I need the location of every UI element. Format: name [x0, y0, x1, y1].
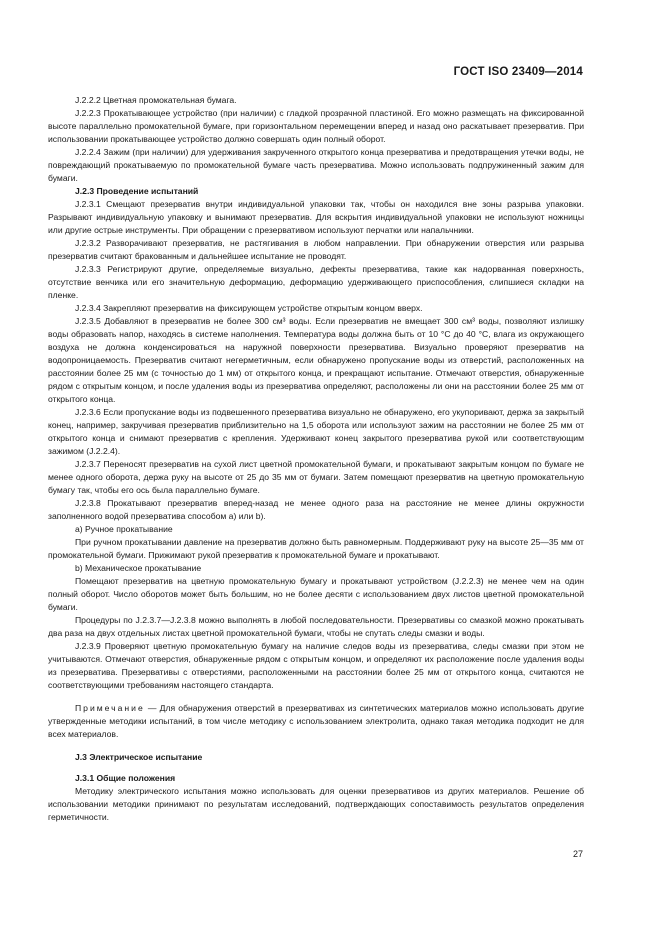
paragraph-j2-3-7: J.2.3.7 Переносят презерватив на сухой лист цветной промокательной бумаги, и прокатывают закрытым концом по бумаге не менее одного оборота, держа руку на высоте от 25 до 35 мм от бумаги. Затем помещают презерватив на цветную промокательную бумагу так, чтобы его ось была параллельно бумаге.: [48, 459, 584, 495]
heading-j3: J.3 Электрическое испытание: [75, 752, 203, 762]
paragraph-j3-1: Методику электрического испытания можно использовать для оценки презервативов из других материалов. Решение об использовании методики принимают по результатам исследований, подтверждающих сопоставимость результатов определения герметичности.: [48, 786, 584, 822]
paragraph-procedures: Процедуры по J.2.3.7—J.2.3.8 можно выполнять в любой последовательности. Презервативы со смазкой можно прокатывать два раза на двух отдельных листах цветной промокательной бумаги, чтобы не спутать следы смазки и воды.: [48, 615, 584, 638]
paragraph-manual-rolling: При ручном прокатывании давление на презерватив должно быть равномерным. Поддерживают руку на высоте 25—35 мм от промокательной бумаги. Прижимают рукой презерватив к промокательной бумаге и прокатывают.: [48, 537, 584, 560]
page-number: 27: [572, 849, 583, 859]
document-header: ГОСТ ISO 23409—2014: [453, 66, 583, 78]
paragraph-j2-2-2: J.2.2.2 Цветная промокательная бумага.: [75, 95, 237, 105]
heading-j2-3: J.2.3 Проведение испытаний: [75, 186, 199, 196]
paragraph-j2-3-4: J.2.3.4 Закрепляют презерватив на фиксирующем устройстве открытым концом вверх.: [75, 303, 423, 313]
list-item-mechanical-rolling: b) Механическое прокатывание: [75, 563, 202, 573]
heading-j3-1: J.3.1 Общие положения: [75, 773, 176, 783]
paragraph-j2-3-2: J.2.3.2 Разворачивают презерватив, не растягивания в любом направлении. При обнаружении отверстия или разрыва презерватив считают бракованным и дальнейшее испытание не проводят.: [48, 238, 584, 261]
paragraph-mechanical-rolling: Помещают презерватив на цветную промокательную бумагу и прокатывают устройством (J.2.2.3) не менее чем на один полный оборот. Число оборотов может быть большим, но не более десяти с использованием двух листов цветной промокательной бумаги.: [48, 576, 584, 612]
note-paragraph: [48, 702, 584, 741]
paragraph-j2-3-1: J.2.3.1 Смещают презерватив внутри индивидуальной упаковки так, чтобы он находился вне зоны разрыва упаковки. Разрывают индивидуальную упаковку и вынимают презерватив. Для вскрытия индивидуальной упаковки не используют ножницы или другие острые инструменты. При обращении с презервативом используют перчатки или напальчники.: [48, 199, 584, 235]
paragraph-j2-3-6: J.2.3.6 Если пропускание воды из подвешенного презерватива визуально не обнаружено, его укупоривают, держа за закрытый конец, например, закручивая презерватив приблизительно на 1,5 оборота или используют зажим на расстоянии не более 25 мм от открытого конца и снимают презерватив с крепления. Удерживают конец закрытого презерватива рукой или соответствующим зажимом (J.2.2.4).: [48, 407, 584, 456]
paragraph-j2-3-3: J.2.3.3 Регистрируют другие, определяемые визуально, дефекты презерватива, такие как надорванная поверхность, отсутствие венчика или его значительную деформацию, деформацию удерживающего приспособления, слипшиеся складки на пленке.: [48, 264, 584, 300]
paragraph-j2-2-4: J.2.2.4 Зажим (при наличии) для удерживания закрученного открытого конца презерватива и предотвращения утечки воды, не повреждающий прокатываемую по промокательной бумаге часть презерватива. Можно использовать подпружиненный зажим для бумаги.: [48, 147, 584, 183]
list-item-manual-rolling: а) Ручное прокатывание: [75, 524, 173, 534]
document-body: [48, 94, 584, 824]
paragraph-j2-3-5: J.2.3.5 Добавляют в презерватив не более 300 см³ воды. Если презерватив не вмещает 300 см³ воды, позволяют излишку воды образовать напор, находясь в системе наполнения. Температура воды должна быть от 10 °С до 40 °С, влага из окружающего воздуха не должна конденсироваться на наружной поверхности презерватива. Визуально проверяют презерватив на водопроницаемость. Презерватив считают негерметичным, если обнаружено пропускание воды из отверстий, расположенных на расстоянии более 25 мм (с точностью до 1 мм) от открытого конца, и прекращают испытание. Отмечают отверстия, обнаруженные рядом с открытым концом, и после удаления воды из презерватива определяют, расположены ли они на расстоянии более 25 мм от открытого конца.: [48, 316, 584, 404]
paragraph-j2-3-9: J.2.3.9 Проверяют цветную промокательную бумагу на наличие следов воды из презерватива, следы смазки при этом не учитываются. Отмечают отверстия, обнаруженные рядом с открытым концом, и определяют их расположение после удаления воды из презерватива. Презервативы с отверстиями, расположенными на расстоянии более 25 мм от открытого конца, считаются не соответствующими требованиям настоящего стандарта.: [48, 641, 584, 690]
paragraph-j2-3-8: J.2.3.8 Прокатывают презерватив вперед-назад не менее одного раза на расстояние не менее длины окружности заполненного водой презерватива способом а) или b).: [48, 498, 584, 521]
note-text: — Для обнаружения отверстий в презервативах из синтетических материалов можно использовать другие утвержденные методики испытаний, в том числе методику с использованием электролита, однако такая методика подходит не для всех материалов.: [48, 703, 584, 739]
paragraph-j2-2-3: J.2.2.3 Прокатывающее устройство (при наличии) с гладкой прозрачной пластиной. Его можно размещать на фиксированной высоте параллельно промокательной бумаге, при горизонтальном перемещении вперед и назад оно раскатывает презерватив. При использовании прокатывающее устройство должно совершать один полный оборот.: [48, 108, 584, 144]
note-label: Примечание: [75, 703, 145, 713]
